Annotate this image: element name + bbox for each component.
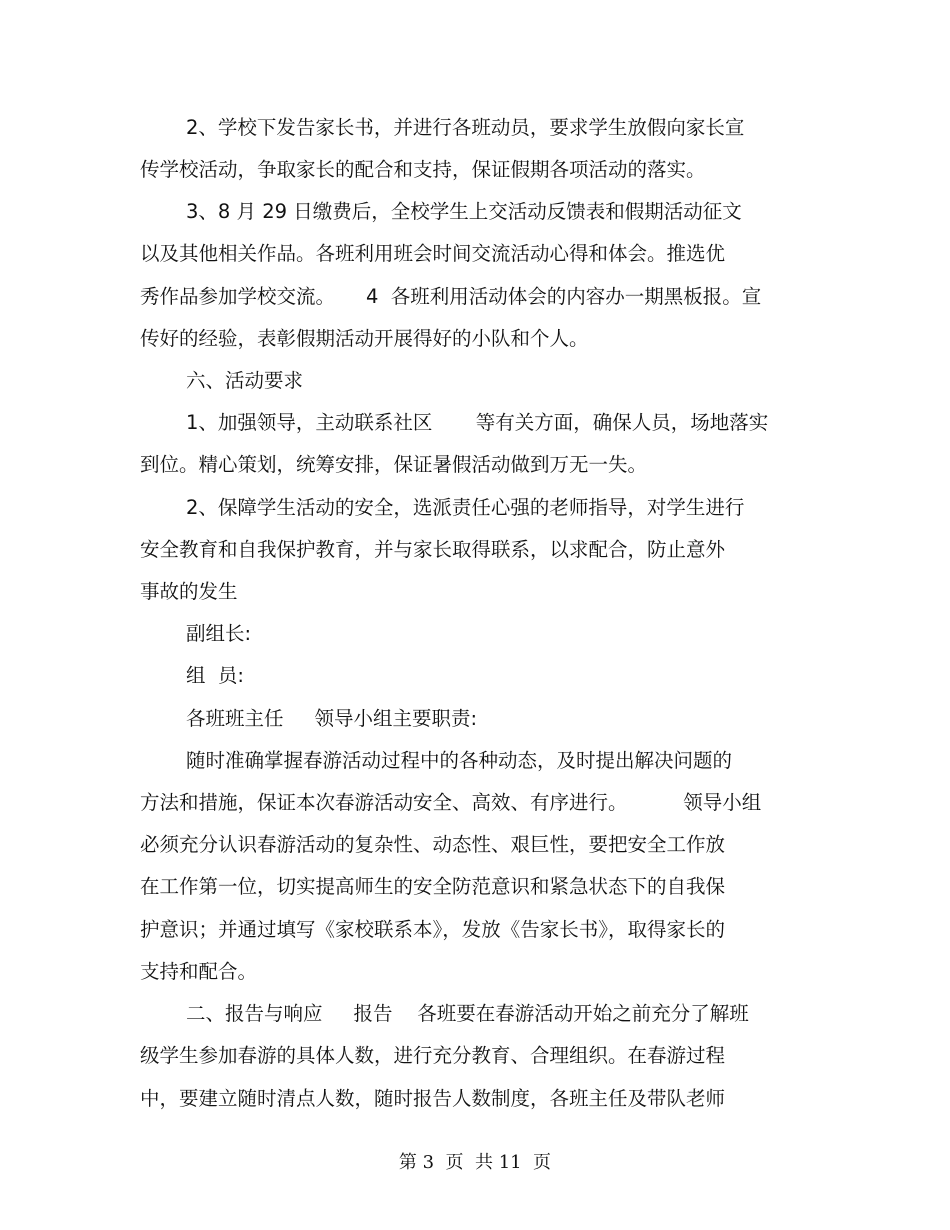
text-line: 传学校活动，争取家长的配合和支持，保证假期各项活动的落实。: [140, 158, 706, 181]
section-heading: 六、活动要求: [186, 369, 304, 392]
text-line: 安全教育和自我保护教育，并与家长取得联系，以求配合，防止意外: [140, 538, 726, 561]
text-line: 传好的经验，表彰假期活动开展得好的小队和个人。: [140, 327, 589, 350]
text-line: 中，要建立随时清点人数，随时报告人数制度，各班主任及带队老师: [140, 1087, 726, 1110]
text-line: 方法和措施，保证本次春游活动安全、高效、有序进行。 领导小组: [140, 791, 762, 814]
text-line: 在工作第一位，切实提高师生的安全防范意识和紧急状态下的自我保: [140, 875, 726, 898]
text-line: 1、加强领导，主动联系社区 等有关方面，确保人员，场地落实: [186, 411, 769, 434]
text-line: 副组长:: [186, 622, 252, 645]
text-line: 3、8 月 29 日缴费后，全校学生上交活动反馈表和假期活动征文: [186, 200, 742, 223]
page-number-footer: 第 3 页 共 11 页: [398, 1152, 552, 1173]
text-line: 2、保障学生活动的安全，选派责任心强的老师指导，对学生进行: [186, 496, 745, 519]
text-line: 随时准确掌握春游活动过程中的各种动态，及时提出解决问题的: [186, 749, 733, 772]
text-line: 各班班主任 领导小组主要职责:: [186, 707, 478, 730]
text-line: 组 员:: [186, 664, 244, 687]
text-line: 级学生参加春游的具体人数，进行充分教育、合理组织。在春游过程: [140, 1044, 726, 1067]
text-line: 到位。精心策划，统筹安排，保证暑假活动做到万无一失。: [140, 453, 648, 476]
text-line: 以及其他相关作品。各班利用班会时间交流活动心得和体会。推选优: [140, 242, 726, 265]
text-line: 2、学校下发告家长书，并进行各班动员，要求学生放假向家长宣: [186, 116, 745, 139]
text-line: 事故的发生: [140, 580, 238, 603]
text-line: 必须充分认识春游活动的复杂性、动态性、艰巨性，要把安全工作放: [140, 833, 726, 856]
text-line: 护意识；并通过填写《家校联系本》，发放《告家长书》，取得家长的: [140, 918, 726, 941]
text-line: 支持和配合。: [140, 960, 258, 983]
text-line: 秀作品参加学校交流。 4 各班利用活动体会的内容办一期黑板报。宣: [140, 285, 762, 308]
section-heading: 二、报告与响应 报告 各班要在春游活动开始之前充分了解班: [186, 1002, 749, 1025]
